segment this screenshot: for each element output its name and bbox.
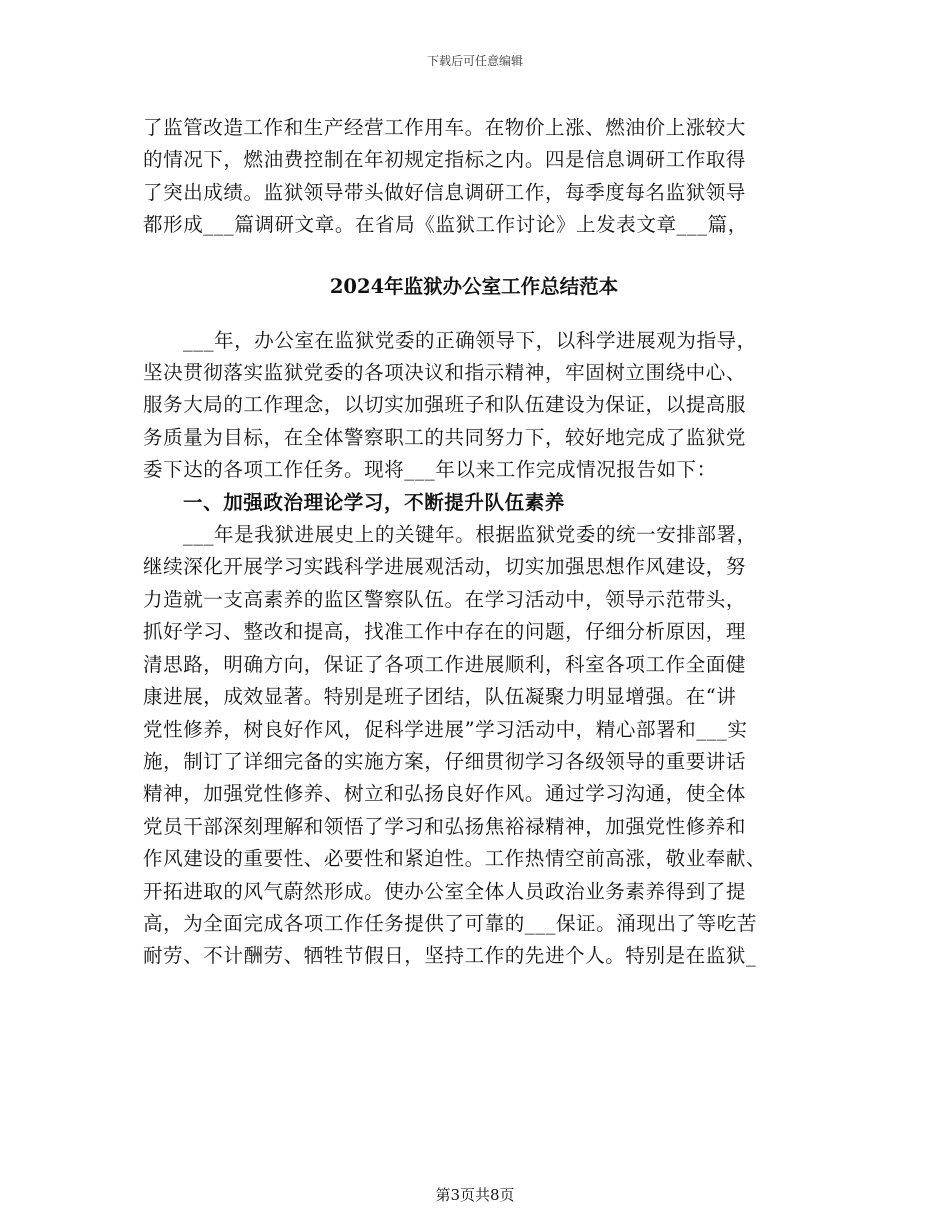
- text-line: 施，制订了详细完备的实施方案，仔细贯彻学习各级领导的重要讲话: [143, 749, 747, 773]
- text-line: 服务大局的工作理念，以切实加强班子和队伍建设为保证，以提高服: [143, 393, 747, 417]
- intro-paragraph: [143, 325, 823, 487]
- page-header: 下载后可任意编辑: [426, 54, 523, 68]
- document-title: 2024年监狱办公室工作总结范本: [329, 274, 619, 298]
- page-number: 第3页共8页: [435, 1186, 515, 1204]
- text-line: 坚决贯彻落实监狱党委的各项决议和指示精神，牢固树立围绕中心、: [143, 361, 747, 385]
- text-line: 的情况下，燃油费控制在年初规定指标之内。四是信息调研工作取得: [143, 148, 747, 172]
- text-line: 都形成___篇调研文章。在省局《监狱工作讨论》上发表文章___篇，: [143, 213, 748, 237]
- text-line: 清思路，明确方向，保证了各项工作进展顺利，科室各项工作全面健: [143, 652, 747, 676]
- text-line: ___年是我狱进展史上的关键年。根据监狱党委的统一安排部署，: [183, 523, 757, 547]
- text-line: 了监管改造工作和生产经营工作用车。在物价上涨、燃油价上涨较大: [143, 116, 747, 139]
- text-line: 开拓进取的风气蔚然形成。使办公室全体人员政治业务素养得到了提: [143, 879, 747, 903]
- text-line: 力造就一支高素养的监区警察队伍。在学习活动中，领导示范带头，: [143, 587, 747, 611]
- text-line: 务质量为目标，在全体警察职工的共同努力下，较好地完成了监狱党: [143, 425, 747, 449]
- section-heading: 一、加强政治理论学习，不断提升队伍素养: [183, 490, 565, 514]
- body-paragraph: [143, 519, 823, 973]
- text-line: 委下达的各项工作任务。现将___年以来工作完成情况报告如下：: [143, 458, 717, 482]
- continuation-paragraph: [143, 112, 823, 242]
- text-line: 精神，加强党性修养、树立和弘扬良好作风。通过学习沟通，使全体: [143, 782, 747, 806]
- text-line: ___年，办公室在监狱党委的正确领导下，以科学进展观为指导，: [183, 328, 757, 352]
- text-line: 党性修养，树良好作风，促科学进展”学习活动中，精心部署和___实: [143, 717, 748, 741]
- text-line: 康进展，成效显著。特别是班子团结，队伍凝聚力明显增强。在“讲: [143, 685, 737, 709]
- text-line: 耐劳、不计酬劳、牺牲节假日，坚持工作的先进个人。特别是在监狱_: [143, 944, 757, 968]
- text-line: 抓好学习、整改和提高，找准工作中存在的问题，仔细分析原因，理: [143, 620, 747, 644]
- text-line: 了突出成绩。监狱领导带头做好信息调研工作，每季度每名监狱领导: [143, 180, 747, 204]
- document-body: [143, 112, 823, 973]
- text-line: 作风建设的重要性、必要性和紧迫性。工作热情空前高涨，敬业奉献、: [143, 847, 767, 871]
- text-line: 党员干部深刻理解和领悟了学习和弘扬焦裕禄精神，加强党性修养和: [143, 814, 747, 838]
- text-line: 继续深化开展学习实践科学进展观活动，切实加强思想作风建设，努: [143, 555, 747, 579]
- text-line: 高，为全面完成各项工作任务提供了可靠的___保证。涌现出了等吃苦: [143, 911, 757, 935]
